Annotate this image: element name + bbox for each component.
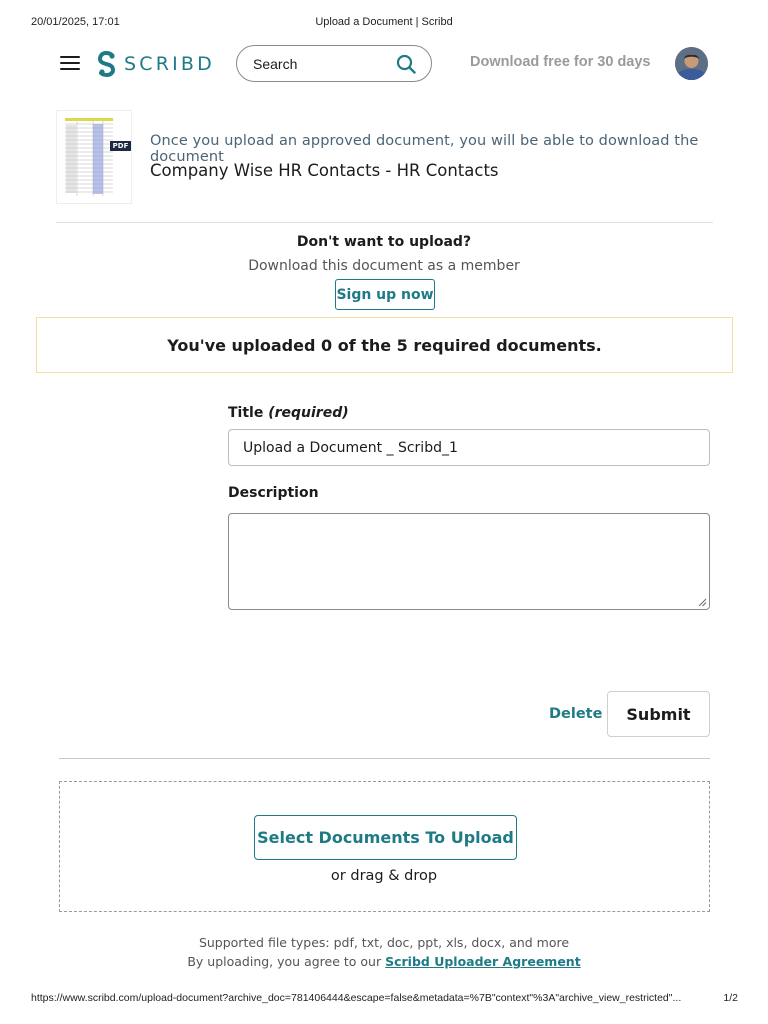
drag-drop-text: or drag & drop <box>330 868 438 884</box>
print-datetime: 20/01/2025, 17:01 <box>31 16 120 28</box>
submit-button[interactable]: Submit <box>607 691 710 737</box>
document-thumbnail[interactable] <box>56 110 132 204</box>
description-label: Description <box>228 485 319 501</box>
document-title: Company Wise HR Contacts - HR Contacts <box>150 161 499 180</box>
download-free-link[interactable]: Download free for 30 days <box>470 54 651 70</box>
sign-up-button[interactable]: Sign up now <box>335 279 435 310</box>
uploader-agreement-link[interactable]: Scribd Uploader Agreement <box>385 954 581 969</box>
search-icon[interactable] <box>396 54 416 74</box>
user-avatar[interactable] <box>675 47 708 80</box>
supported-file-types: Supported file types: pdf, txt, doc, ppt, xls, docx, and more <box>198 935 570 950</box>
delete-button[interactable]: Delete <box>549 706 603 722</box>
pdf-badge: PDF <box>110 141 131 151</box>
print-url: https://www.scribd.com/upload-document?archive_doc=781406444&escape=false&metadata=%7B"context"%3A"archive_view_restricted"... <box>31 992 682 1004</box>
avatar-icon <box>675 47 708 80</box>
agreement-prefix: By uploading, you agree to our <box>187 954 382 969</box>
hamburger-menu-icon[interactable] <box>60 56 80 71</box>
spreadsheet-preview-icon <box>63 116 115 200</box>
search-placeholder: Search <box>253 55 298 72</box>
print-page-title: Upload a Document | Scribd <box>315 16 453 28</box>
title-field[interactable]: Upload a Document _ Scribd_1 <box>228 429 710 466</box>
divider <box>56 222 713 223</box>
signup-heading: Don't want to upload? <box>296 234 472 250</box>
approve-note: Once you upload an approved document, you will be able to download the document <box>150 133 699 165</box>
logo-text: SCRIBD <box>124 53 215 75</box>
scribd-logo-icon <box>97 51 117 77</box>
divider <box>59 758 710 759</box>
title-required-note: (required) <box>268 405 349 421</box>
title-label <box>228 405 349 421</box>
signup-subtext: Download this document as a member <box>248 258 520 274</box>
description-field[interactable] <box>228 513 710 610</box>
upload-status-banner: You've uploaded 0 of the 5 required documents. <box>36 317 733 373</box>
scribd-logo[interactable] <box>97 51 215 77</box>
title-label-text: Title <box>228 405 264 421</box>
search-input[interactable] <box>236 45 432 82</box>
print-page-number: 1/2 <box>723 992 738 1004</box>
select-documents-button[interactable]: Select Documents To Upload <box>254 815 517 860</box>
resize-handle-icon[interactable] <box>697 597 707 607</box>
agreement-notice <box>0 954 768 969</box>
